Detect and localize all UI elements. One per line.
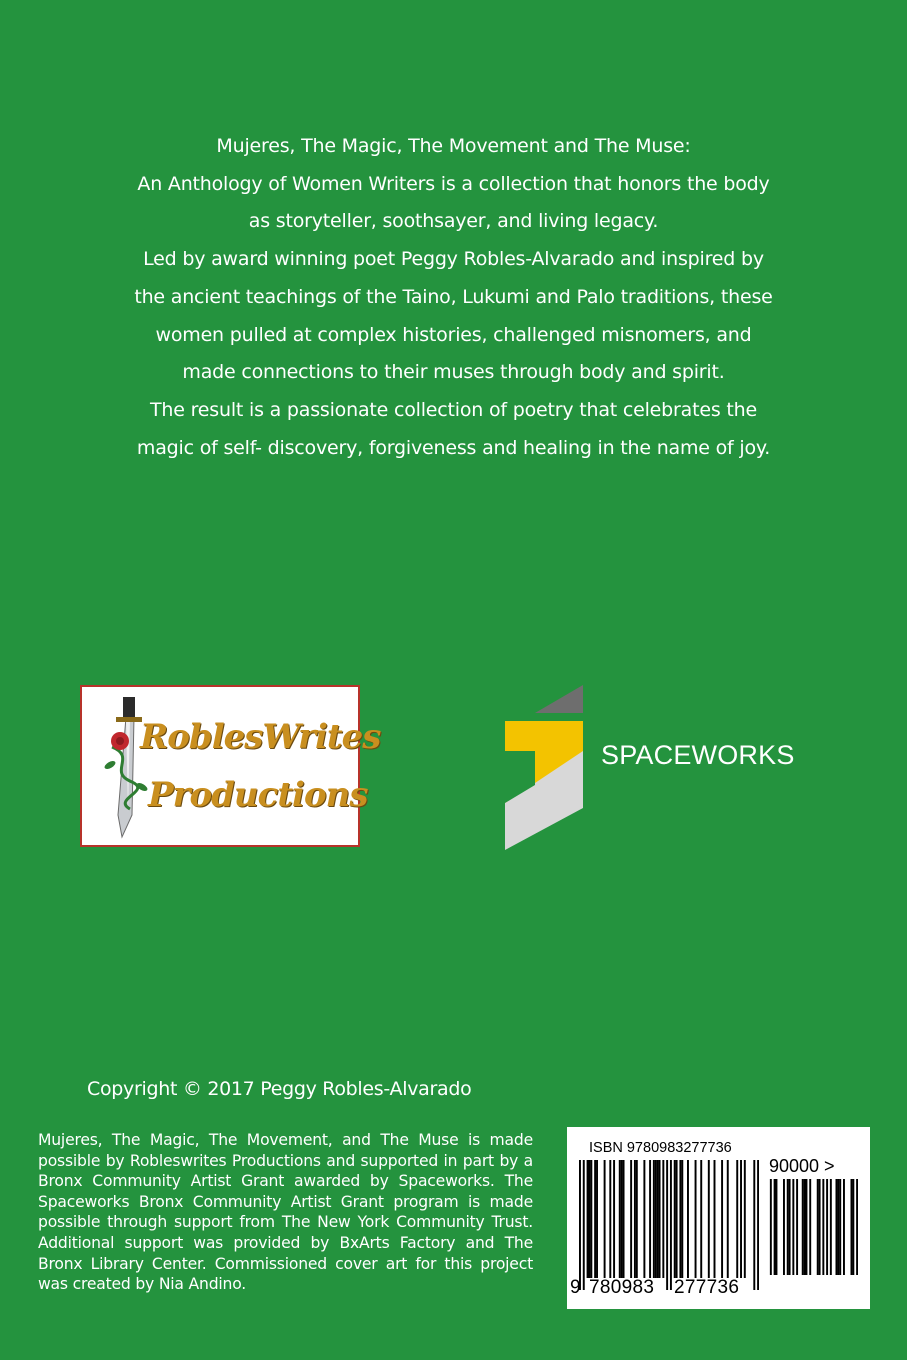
addon-bar: [787, 1179, 789, 1275]
addon-bar: [809, 1179, 811, 1275]
addon-bar: [796, 1179, 798, 1275]
addon-bar: [852, 1179, 854, 1275]
barcode-bar: [643, 1160, 645, 1278]
addon-bar: [789, 1179, 791, 1275]
addon-bar: [822, 1179, 824, 1275]
addon-bar: [836, 1179, 838, 1275]
barcode-bar: [687, 1160, 689, 1278]
addon-bar: [843, 1179, 845, 1275]
addon-bar: [783, 1179, 785, 1275]
barcode-bar: [740, 1160, 742, 1278]
addon-bar: [826, 1179, 828, 1275]
dagger-rose-icon: [82, 687, 358, 845]
barcode-bar: [662, 1160, 664, 1278]
credits-paragraph: Mujeres, The Magic, The Movement, and The Muse is made possible by Robleswrites Productions and supported in part by a Bronx Community Artist Grant awarded by Spaceworks. The Spaceworks Bronx Community Artist Grant program is made possible through support from The New York Community Trust. Additional support was provided by BxArts Factory and The Bronx Library Center. Commissioned cover art for this project was created by Nia Andino.: [38, 1131, 533, 1294]
barcode-bar: [676, 1160, 678, 1278]
barcode-bar: [753, 1160, 755, 1290]
barcode-bar: [653, 1160, 655, 1278]
barcode-bar: [666, 1160, 668, 1290]
barcode-bar: [596, 1160, 598, 1278]
addon-bar: [776, 1179, 778, 1275]
blurb-line: An Anthology of Women Writers is a collection that honors the body: [137, 172, 770, 195]
barcode-bar: [588, 1160, 590, 1278]
barcode-bar: [623, 1160, 625, 1278]
barcode-bar: [674, 1160, 676, 1278]
addon-bar: [802, 1179, 804, 1275]
addon-bar: [830, 1179, 832, 1275]
blurb-line: as storyteller, soothsayer, and living legacy.: [248, 210, 659, 233]
barcode-bar: [613, 1160, 615, 1278]
addon-bar: [770, 1179, 772, 1275]
barcode-bar: [700, 1160, 702, 1278]
barcode-bar: [583, 1160, 585, 1290]
robleswrites-logo: [80, 685, 381, 847]
blurb-line: magic of self- discovery, forgiveness and healing in the name of joy.: [136, 436, 771, 459]
barcode-bar: [630, 1160, 632, 1278]
spaceworks-wordmark: SPACEWORKS: [601, 740, 795, 770]
blurb-line: The result is a passionate collection of poetry that celebrates the: [150, 398, 757, 421]
barcode-bar: [695, 1160, 697, 1278]
robles-logo-line1: RoblesWrites: [140, 717, 381, 757]
addon-bars: [768, 1179, 858, 1275]
barcode-bar: [714, 1160, 716, 1278]
ean-first-digit: 9: [570, 1277, 581, 1298]
isbn-barcode: [567, 1127, 870, 1309]
blurb-line: women pulled at complex histories, challenged misnomers, and: [155, 323, 752, 346]
addon-bar: [837, 1179, 839, 1275]
addon-bar: [792, 1179, 794, 1275]
addon-bar: [819, 1179, 821, 1275]
barcode-bar: [657, 1160, 659, 1278]
barcode-bar: [757, 1160, 759, 1290]
addon-bar: [839, 1179, 841, 1275]
addon-bar: [806, 1179, 808, 1275]
barcode-bar: [670, 1160, 672, 1290]
barcode-bar: [744, 1160, 746, 1278]
barcode-bar: [594, 1160, 596, 1278]
ean13-bars: [579, 1160, 759, 1290]
addon-bar: [804, 1179, 806, 1275]
barcode-bar: [708, 1160, 710, 1278]
barcode-bar: [727, 1160, 729, 1278]
addon-bar: [817, 1179, 819, 1275]
isbn-label: ISBN 9780983277736: [589, 1140, 732, 1156]
barcode-bar: [649, 1160, 651, 1278]
price-code: 90000 >: [769, 1156, 835, 1176]
copyright-notice: Copyright © 2017 Peggy Robles-Alvarado: [87, 1078, 472, 1100]
barcode-bar: [659, 1160, 661, 1278]
robles-logo-line2: Productions: [148, 775, 368, 815]
barcode-bar: [579, 1160, 581, 1290]
barcode-bar: [736, 1160, 738, 1278]
barcode-bar: [619, 1160, 621, 1278]
blurb-line: Led by award winning poet Peggy Robles-Alvarado and inspired by: [143, 248, 764, 271]
barcode-bar: [590, 1160, 592, 1278]
addon-bar: [851, 1179, 853, 1275]
barcode-bar: [655, 1160, 657, 1278]
barcode-bar: [621, 1160, 623, 1278]
ean-left-group: 780983: [589, 1277, 655, 1298]
blurb-line: made connections to their muses through body and spirit.: [182, 361, 725, 384]
barcode-bar: [681, 1160, 683, 1278]
spaceworks-logo-mark: [505, 685, 583, 850]
barcode-bar: [604, 1160, 606, 1278]
barcode-bar: [609, 1160, 611, 1278]
blurb-line: the ancient teachings of the Taino, Lukumi and Palo traditions, these: [134, 285, 773, 308]
addon-bar: [856, 1179, 858, 1275]
barcode-bar: [636, 1160, 638, 1278]
barcode-bar: [679, 1160, 681, 1278]
barcode-bar: [634, 1160, 636, 1278]
blurb-line: Mujeres, The Magic, The Movement and The Muse:: [216, 135, 691, 157]
addon-bar: [774, 1179, 776, 1275]
ean-right-group: 277736: [674, 1277, 740, 1298]
back-cover-blurb: [60, 128, 847, 467]
barcode-bar: [721, 1160, 723, 1278]
barcode-bar: [587, 1160, 589, 1278]
